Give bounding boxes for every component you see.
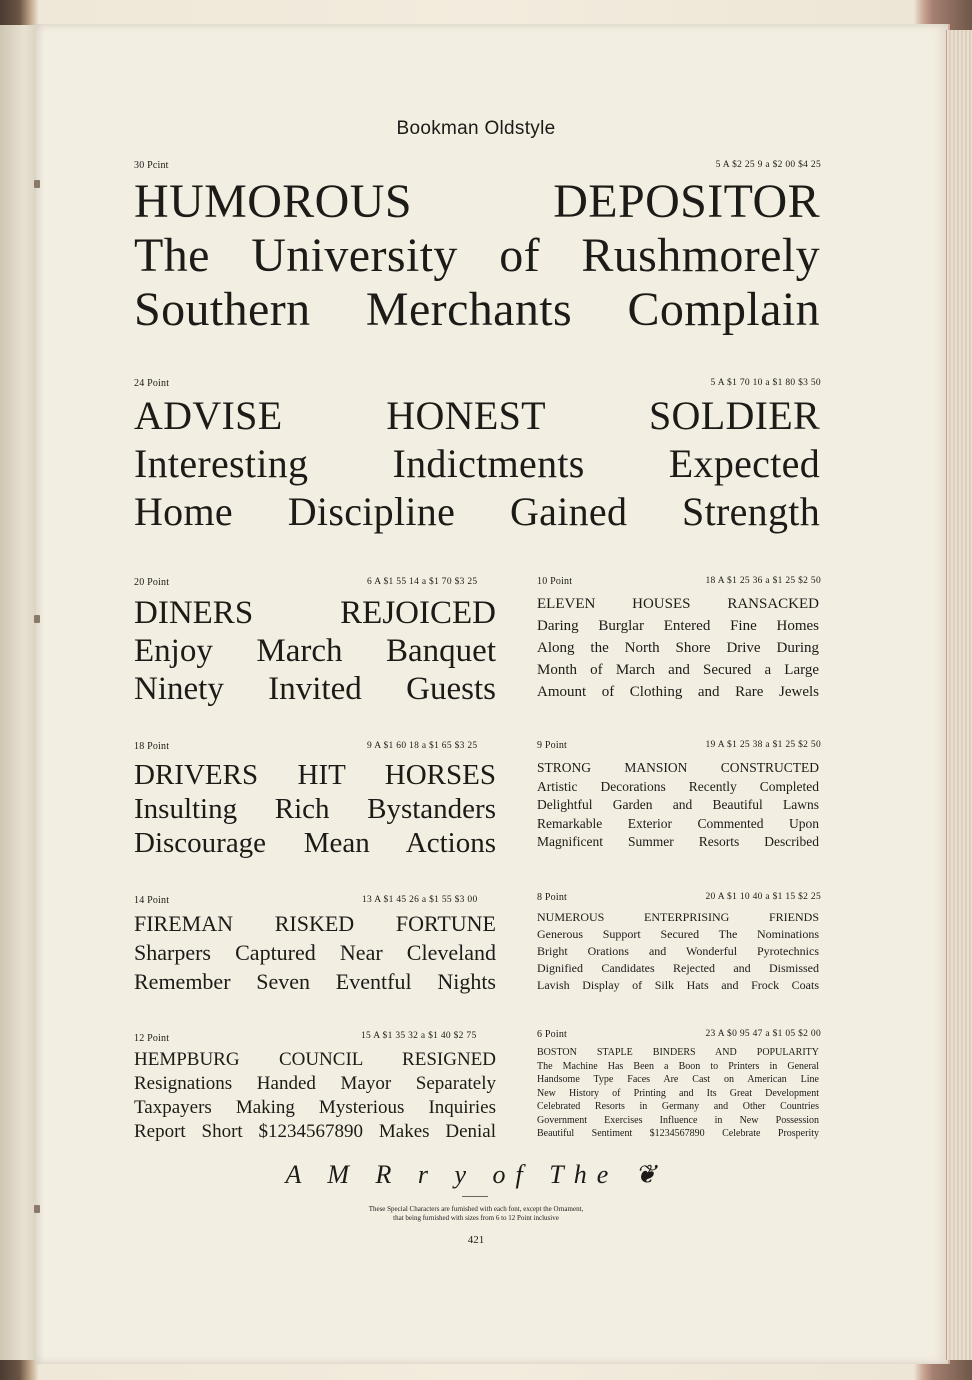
specimen-20-line-2: Enjoy March Banquet — [134, 633, 496, 669]
specimen-10-block — [537, 597, 819, 707]
size-label-30: 30 Pcint — [134, 160, 169, 171]
price-6: 23 A $0 95 47 a $1 05 $2 00 — [705, 1029, 821, 1039]
footnote-line-1: These Special Characters are furnished with each font, except the Ornament, — [368, 1205, 584, 1213]
specimen-12-line-3: Taxpayers Making Mysterious Inquiries — [134, 1097, 496, 1118]
price-30: 5 A $2 25 9 a $2 00 $4 25 — [715, 160, 821, 170]
specimen-30-line-3: Southern Merchants Complain — [134, 283, 820, 336]
specimen-10-line-3: Along the North Shore Drive During — [537, 640, 819, 656]
specimen-20-line-1: DINERS REJOICED — [134, 595, 496, 631]
specimen-6-line-5: Celebrated Resorts in Germany and Other Countries — [537, 1101, 819, 1112]
specimen-12-line-1: HEMPBURG COUNCIL RESIGNED — [134, 1049, 496, 1070]
specimen-9-line-2: Artistic Decorations Recently Completed — [537, 778, 819, 794]
size-label-10: 10 Point — [537, 576, 573, 587]
specimen-8-block — [537, 911, 819, 996]
specimen-24-line-2: Interesting Indictments Expected — [134, 441, 820, 486]
specimen-8-line-5: Lavish Display of Silk Hats and Frock Coats — [537, 978, 819, 992]
specimen-14-line-2: Sharpers Captured Near Cleveland — [134, 940, 496, 965]
price-24: 5 A $1 70 10 a $1 80 $3 50 — [710, 378, 821, 388]
binding-stitch — [34, 615, 40, 623]
price-14: 13 A $1 45 26 a $1 55 $3 00 — [362, 895, 478, 905]
size-label-8: 8 Point — [537, 892, 568, 903]
size-label-6: 6 Point — [537, 1029, 568, 1040]
specimen-10-line-2: Daring Burglar Entered Fine Homes — [537, 618, 819, 634]
specimen-8-line-1: NUMEROUS ENTERPRISING FRIENDS — [537, 910, 819, 924]
specimen-12-line-4: Report Short $1234567890 Makes Denial — [134, 1121, 496, 1142]
specimen-9-line-5: Magnificent Summer Resorts Described — [537, 834, 819, 849]
specimen-12-block — [134, 1050, 496, 1146]
specimen-30-line-2: The University of Rushmorely — [134, 229, 820, 282]
specimen-10-line-5: Amount of Clothing and Rare Jewels — [537, 684, 819, 700]
specimen-8-line-4: Dignified Candidates Rejected and Dismissed — [537, 961, 819, 975]
specimen-18-line-2: Insulting Rich Bystanders — [134, 793, 496, 825]
specimen-12-line-2: Resignations Handed Mayor Separately — [134, 1073, 496, 1094]
page-number: 421 — [467, 1234, 485, 1246]
specimen-9-line-1: STRONG MANSION CONSTRUCTED — [537, 760, 819, 775]
price-20: 6 A $1 55 14 a $1 70 $3 25 — [367, 577, 478, 587]
specimen-14-line-1: FIREMAN RISKED FORTUNE — [134, 911, 496, 936]
price-9: 19 A $1 25 38 a $1 25 $2 50 — [705, 740, 821, 750]
specimen-30-line-1: HUMOROUS DEPOSITOR — [134, 175, 820, 228]
specimen-6-block — [537, 1048, 819, 1143]
specimen-24-line-3: Home Discipline Gained Strength — [134, 489, 820, 534]
specimen-8-line-2: Generous Support Secured The Nominations — [537, 927, 819, 941]
specimen-10-line-1: ELEVEN HOUSES RANSACKED — [537, 596, 819, 612]
specimen-9-block — [537, 761, 819, 854]
specimen-18-block — [134, 761, 496, 863]
size-label-14: 14 Point — [134, 895, 170, 906]
specimen-10-line-4: Month of March and Secured a Large — [537, 662, 819, 678]
specimen-8-line-3: Bright Orations and Wonderful Pyrotechnics — [537, 944, 819, 958]
size-label-9: 9 Point — [537, 740, 568, 751]
specimen-6-line-7: Beautiful Sentiment $1234567890 Celebrate Prosperity — [537, 1128, 819, 1139]
specimen-6-line-2: The Machine Has Been a Boon to Printers in General — [537, 1060, 819, 1072]
binding-stitch — [34, 180, 40, 188]
page-title: Bookman Oldstyle — [396, 118, 556, 139]
specimen-9-line-4: Remarkable Exterior Commented Upon — [537, 815, 819, 831]
price-10: 18 A $1 25 36 a $1 25 $2 50 — [705, 576, 821, 586]
divider-rule — [462, 1196, 488, 1197]
price-12: 15 A $1 35 32 a $1 40 $2 75 — [361, 1031, 477, 1041]
specimen-20-line-3: Ninety Invited Guests — [134, 671, 496, 707]
specimen-24-line-1: ADVISE HONEST SOLDIER — [134, 393, 820, 438]
specimen-18-line-3: Discourage Mean Actions — [134, 827, 496, 859]
size-label-12: 12 Point — [134, 1033, 170, 1044]
specimen-6-line-4: New History of Printing and Its Great Development — [537, 1087, 819, 1099]
specimen-9-line-3: Delightful Garden and Beautiful Lawns — [537, 797, 819, 812]
specimen-20-block — [134, 597, 496, 711]
footnote-line-2: that being furnished with sizes from 6 to 12 Point inclusive — [393, 1214, 559, 1222]
size-label-20: 20 Point — [134, 577, 170, 588]
price-8: 20 A $1 10 40 a $1 15 $2 25 — [705, 892, 821, 902]
specimen-6-line-3: Handsome Type Faces Are Cast on American Line — [537, 1074, 819, 1085]
specimen-6-line-1: BOSTON STAPLE BINDERS AND POPULARITY — [537, 1047, 819, 1058]
size-label-24: 24 Point — [134, 378, 170, 389]
size-label-18: 18 Point — [134, 741, 170, 752]
specimen-6-line-6: Government Exercises Influence in New Possession — [537, 1114, 819, 1126]
price-18: 9 A $1 60 18 a $1 65 $3 25 — [367, 741, 478, 751]
specimen-14-block — [134, 913, 496, 1000]
special-characters: A M R r y of The ❦ — [285, 1160, 667, 1189]
specimen-14-line-3: Remember Seven Eventful Nights — [134, 969, 496, 994]
specimen-18-line-1: DRIVERS HIT HORSES — [134, 759, 496, 791]
